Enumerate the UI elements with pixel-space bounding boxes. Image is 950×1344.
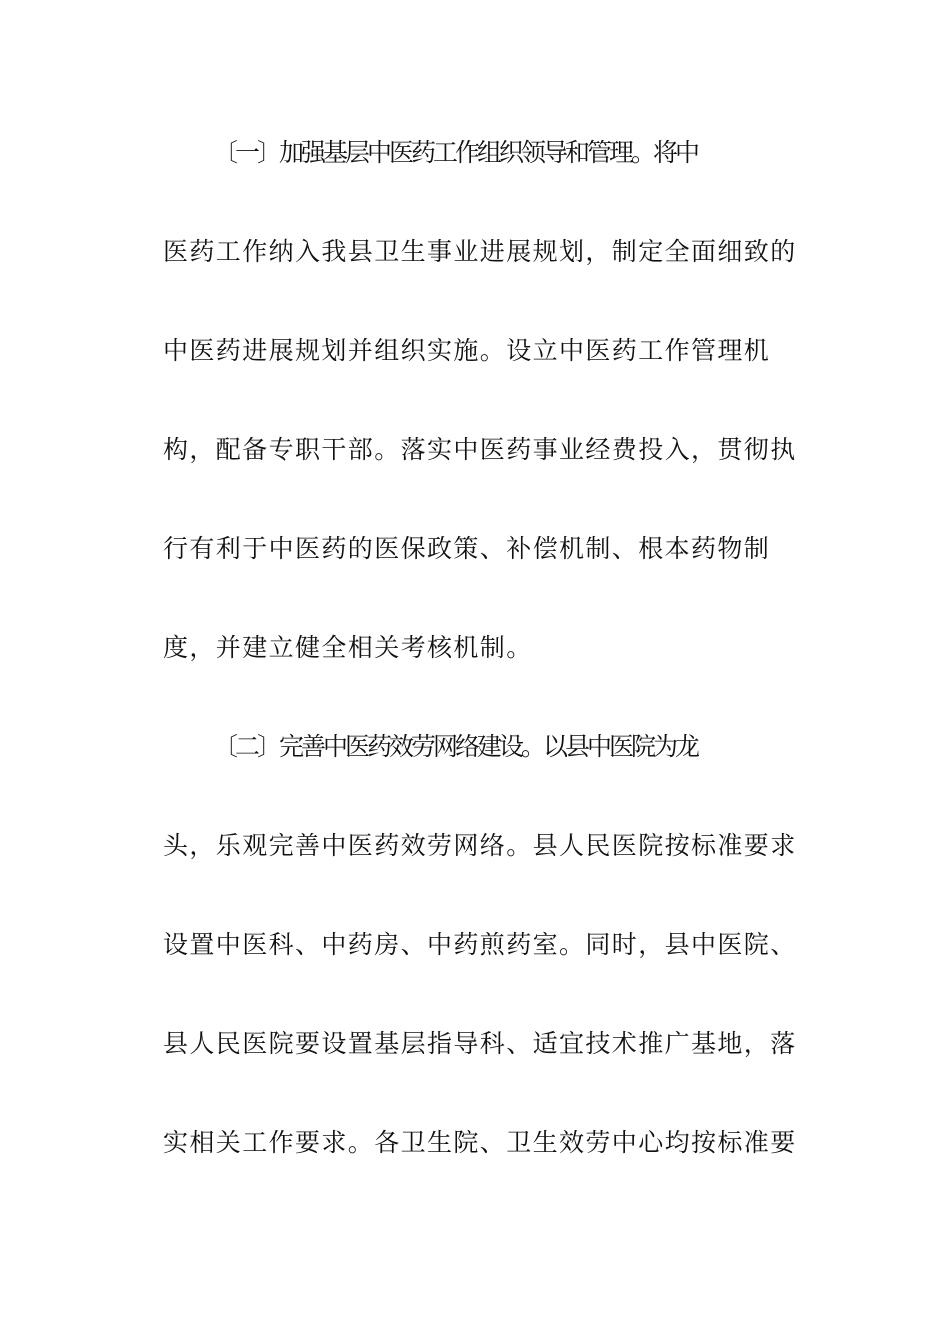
paragraph-1-line-1: 〔一〕加强基层中医药工作组织领导和管理。将中 — [213, 138, 698, 167]
paragraph-2-line-5: 实相关工作要求。各卫生院、卫生效劳中心均按标准要 — [163, 1128, 797, 1157]
paragraph-2-line-2: 头，乐观完善中医药效劳网络。县人民医院按标准要求 — [163, 831, 797, 860]
paragraph-1-line-3: 中医药进展规划并组织实施。设立中医药工作管理机 — [163, 336, 771, 365]
paragraph-1-line-2: 医药工作纳入我县卫生事业进展规划，制定全面细致的 — [163, 237, 797, 266]
paragraph-2-line-3: 设置中医科、中药房、中药煎药室。同时，县中医院、 — [163, 930, 797, 959]
paragraph-1-line-4: 构，配备专职干部。落实中医药事业经费投入，贯彻执 — [163, 435, 797, 464]
paragraph-2-line-1: 〔二〕完善中医药效劳网络建设。以县中医院为龙 — [213, 732, 698, 761]
paragraph-1-line-6: 度，并建立健全相关考核机制。 — [163, 633, 533, 662]
paragraph-1-line-5: 行有利于中医药的医保政策、补偿机制、根本药物制 — [163, 534, 771, 563]
paragraph-2-line-4: 县人民医院要设置基层指导科、适宜技术推广基地，落 — [163, 1029, 797, 1058]
